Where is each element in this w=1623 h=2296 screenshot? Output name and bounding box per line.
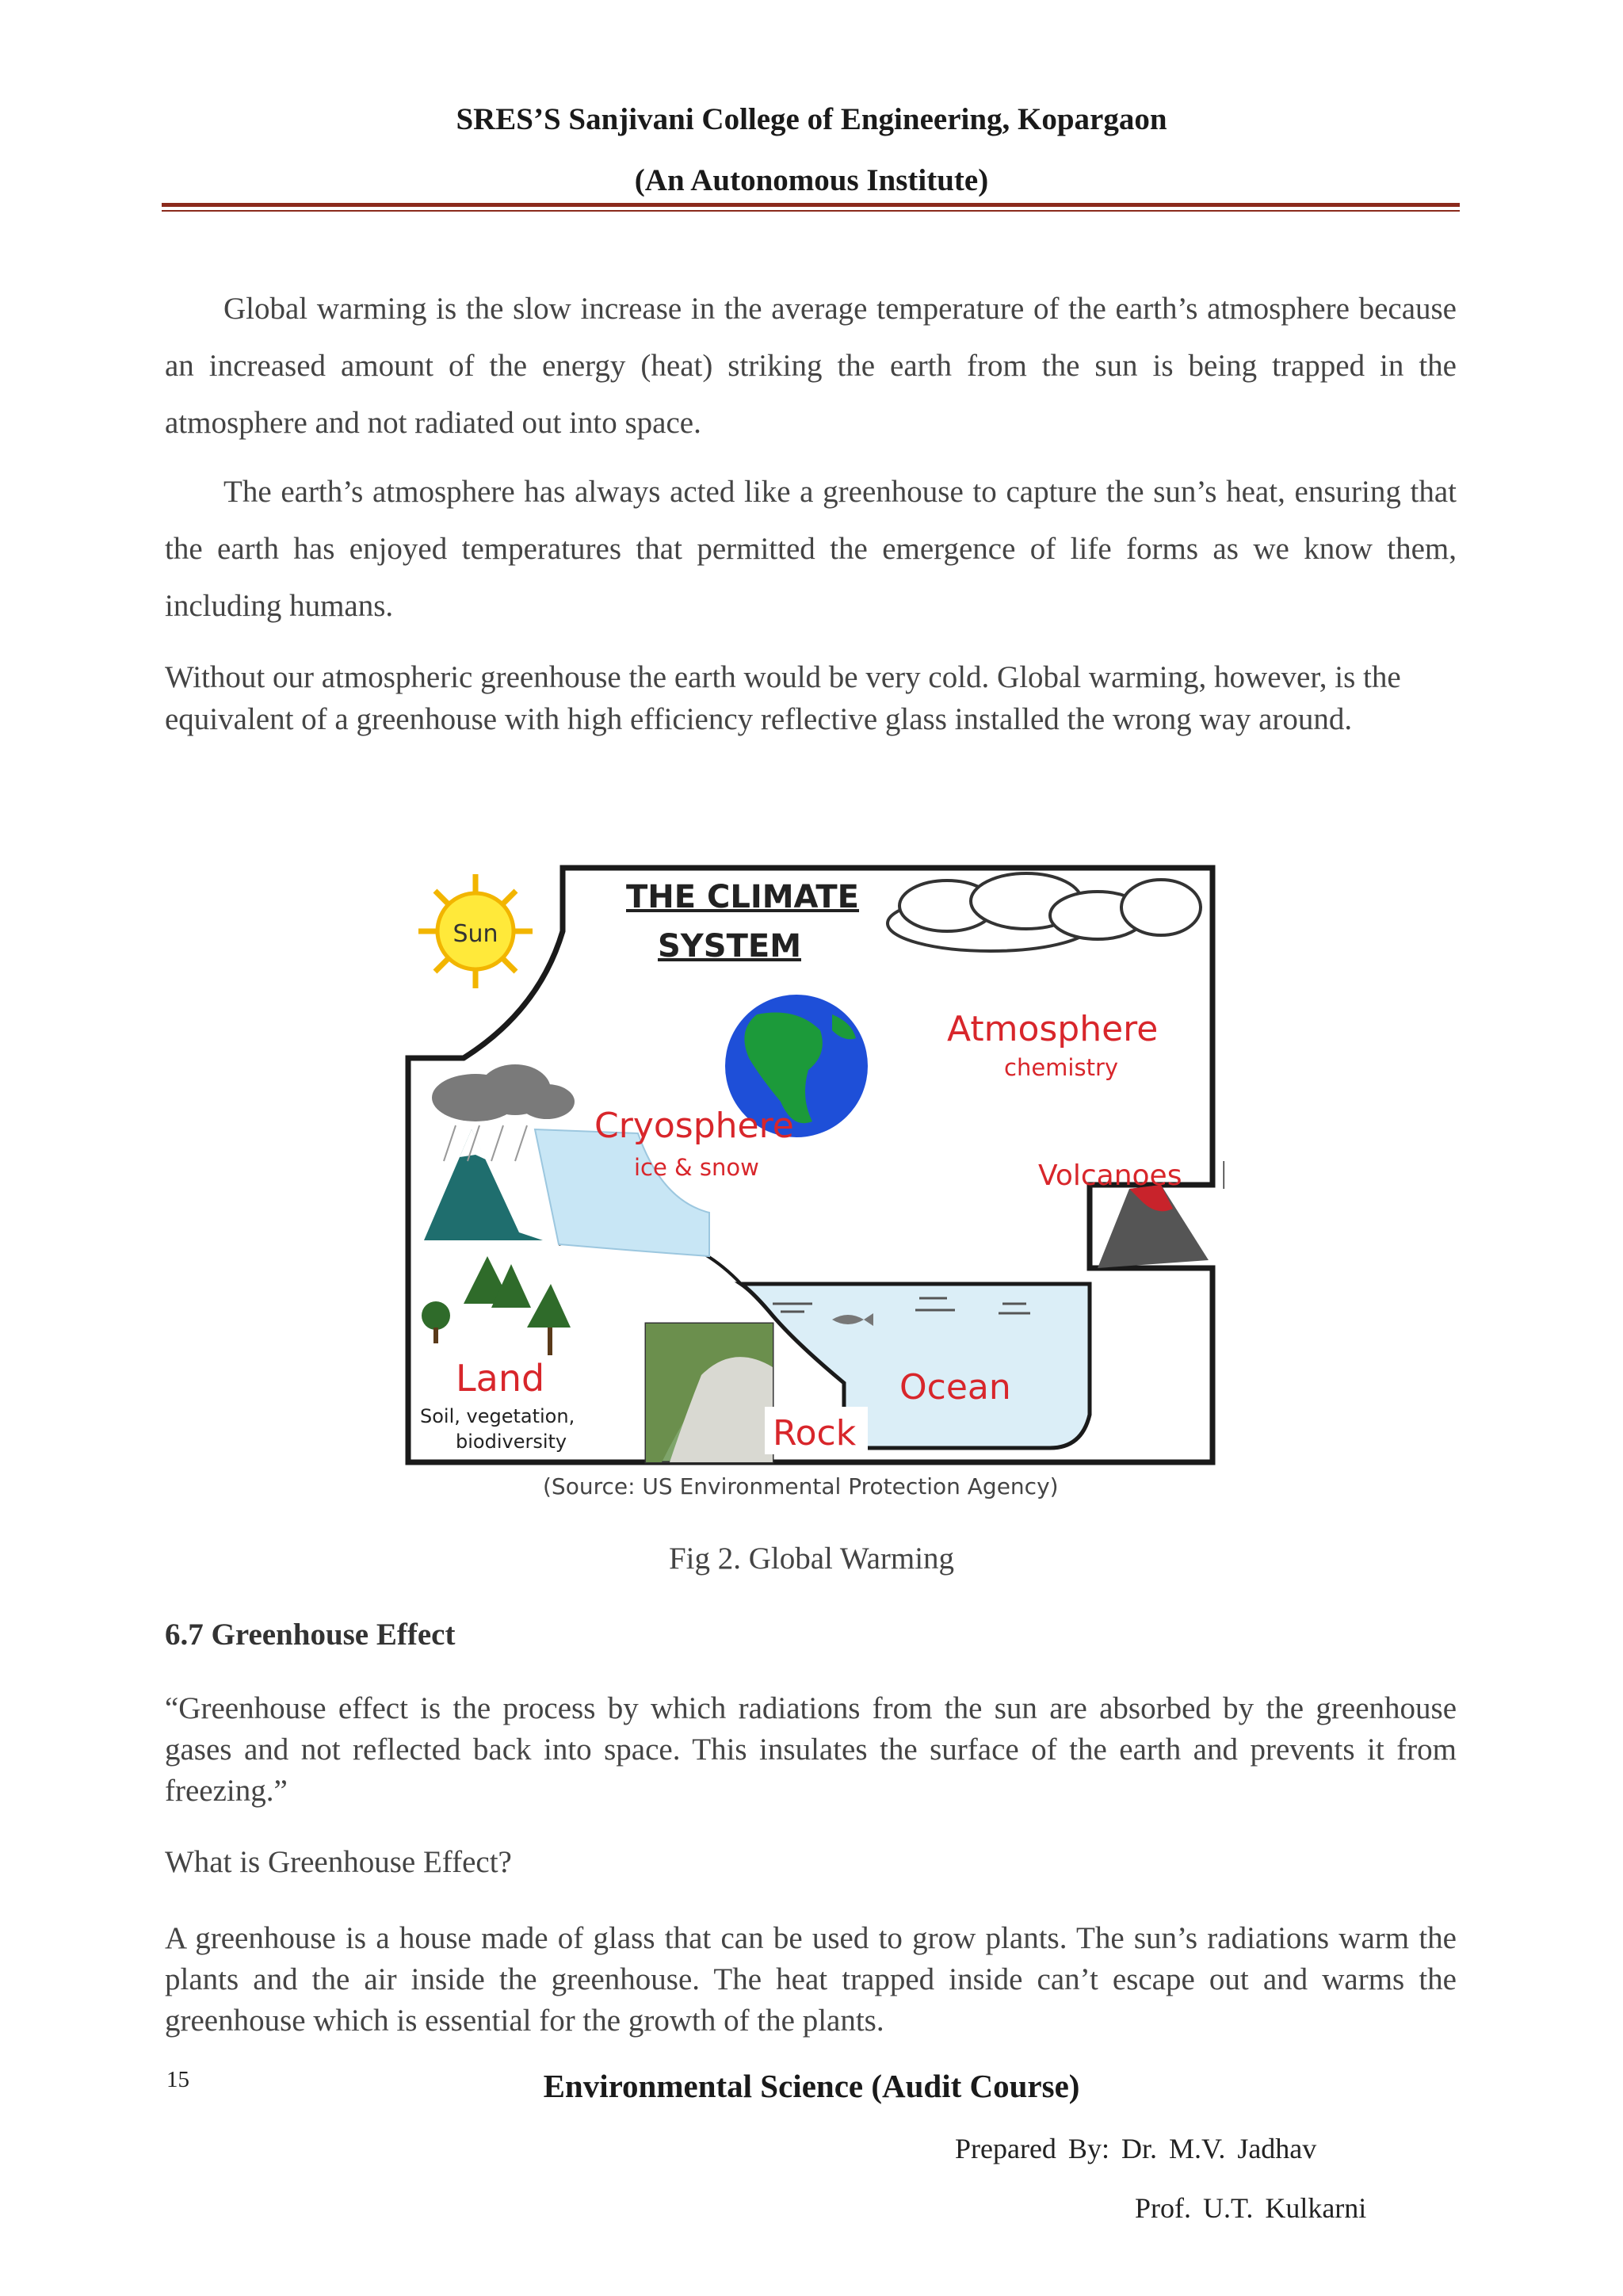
definition-paragraph: “Greenhouse effect is the process by which radiations from the sun are absorbed by the greenhouse gases and not reflected back into space. This insulates the surface of the earth and prevents it from freezing.”	[165, 1691, 1457, 1808]
cryosphere-label: Cryosphere	[594, 1106, 794, 1146]
sun-label: Sun	[453, 920, 498, 948]
question-line: What is Greenhouse Effect?	[165, 1845, 512, 1879]
atmosphere-label: Atmosphere	[947, 1009, 1159, 1049]
college-name: SRES’S Sanjivani College of Engineering, Kopargaon	[456, 102, 1167, 136]
paragraph-global-warming: Global warming is the slow increase in the average temperature of the earth’s atmosphere because an increased amount of the energy (heat) striking the earth from the sun is being trapped in the atmosphere and not radiated out into space.	[165, 292, 1457, 440]
volcano-icon	[1098, 1185, 1209, 1268]
header-rule-thin	[162, 210, 1460, 212]
course-title: Environmental Science (Audit Course)	[543, 2068, 1080, 2104]
figure-source: (Source: US Environmental Protection Agency)	[543, 1473, 1059, 1499]
co-author: Prof. U.T. Kulkarni	[1135, 2192, 1367, 2224]
volcanoes-label: Volcanoes	[1038, 1159, 1182, 1192]
figure-title-line1: THE CLIMATE	[626, 879, 860, 915]
cryosphere-sub-label: ice & snow	[634, 1154, 759, 1181]
land-sub-label-2: biodiversity	[456, 1431, 567, 1453]
prepared-by: Prepared By: Dr. M.V. Jadhav	[955, 2133, 1317, 2164]
answer-paragraph: A greenhouse is a house made of glass that can be used to grow plants. The sun’s radiations warm the plants and the air inside the greenhouse. The heat trapped inside can’t escape out and warms the greenhouse which is essential for the growth of the plants.	[165, 1921, 1457, 2038]
land-sub-label-1: Soil, vegetation,	[420, 1405, 575, 1427]
header-rule-thick	[162, 203, 1460, 207]
atmosphere-sub-label: chemistry	[1004, 1054, 1119, 1081]
figure-caption: Fig 2. Global Warming	[668, 1541, 955, 1576]
ocean-label: Ocean	[899, 1367, 1011, 1408]
figure-title-line2: SYSTEM	[658, 928, 801, 965]
rock-label: Rock	[773, 1413, 857, 1454]
page-number: 15	[166, 2067, 189, 2092]
institute-subtitle: (An Autonomous Institute)	[634, 163, 989, 197]
rock-photo	[646, 1324, 773, 1462]
section-heading: 6.7 Greenhouse Effect	[165, 1618, 456, 1652]
paragraph-atmosphere: The earth’s atmosphere has always acted like a greenhouse to capture the sun’s heat, ensuring that the earth has enjoyed temperatures that permitted the emergence of life forms as we know them, including humans.	[165, 475, 1457, 623]
climate-system-figure	[400, 860, 1224, 1506]
land-label: Land	[456, 1357, 545, 1400]
paragraph-cold-earth: Without our atmospheric greenhouse the earth would be very cold. Global warming, however, is the equivalent of a greenhouse with high efficiency reflective glass installed the wrong way around.	[165, 660, 1401, 736]
